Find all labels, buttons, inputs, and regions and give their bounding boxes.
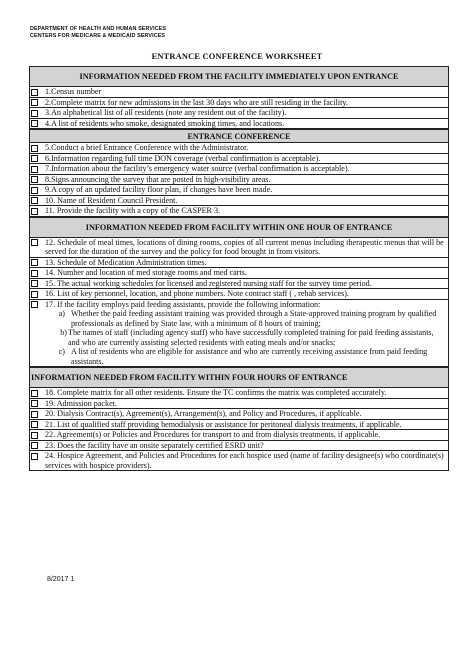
checkbox-icon[interactable] [30,279,45,289]
checkbox-icon[interactable] [30,258,45,268]
checklist-item-14: 14. Number and location of med storage rooms and med carts. [30,268,448,279]
checkbox-icon[interactable] [30,268,45,278]
checkbox-icon[interactable] [30,164,45,174]
checkbox-icon[interactable] [30,98,45,108]
item-17-content [45,300,448,367]
checkbox-icon[interactable] [30,175,45,185]
checkbox-icon[interactable] [30,430,45,440]
checklist-item-12: 12. Schedule of meal times, locations of dining rooms, copies of all current menus including therapeutic menus that will be served for the duration of the survey and the policy for food brought in from visitors. [30,238,448,258]
sub-label-b: b) [60,328,67,337]
checklist-item-22: 22. Agreement(s) or Policies and Procedures for transport to and from dialysis treatments, if applicable. [30,430,448,441]
item-17-sub-b [45,328,445,347]
checkbox-icon[interactable] [30,300,45,310]
checkbox-icon[interactable] [30,409,45,419]
item-17-sub-c [45,347,445,366]
checkbox-icon[interactable] [30,143,45,153]
checklist-item-7: 7.Information about the facility’s emergency water source (verbal confirmation is acceptable). [30,164,448,175]
checkbox-icon[interactable] [30,154,45,164]
item-17-sub-a [45,309,445,328]
checkbox-icon[interactable] [30,206,45,216]
checklist-item-6: 6.Information regarding full time DON coverage (verbal confirmation is acceptable). [30,154,448,165]
checklist-item-21: 21. List of qualified staff providing hemodialysis or assistance for peritoneal dialysis treatments, if applicable. [30,420,448,431]
checklist-item-16: 16. List of key personnel, location, and phone numbers. Note contract staff ( , rehab services). [30,289,448,300]
checklist-item-18: 18. Complete matrix for all other residents. Ensure the TC confirms the matrix was completed accurately. [30,388,448,399]
section-heading-conference: ENTRANCE CONFERENCE [30,129,448,143]
checklist-item-20: 20. Dialysis Contract(s), Agreement(s), Arrangement(s), and Policy and Procedures, if applicable. [30,409,448,420]
sub-text-a: Whether the paid feeding assistant training was provided through a State-approved training program by qualified professionals as defined by State law, with a minimum of 8 hours of training; [71,309,437,328]
checklist-item-17 [30,300,448,368]
checkbox-icon[interactable] [30,87,45,97]
page-footer: 8/2017 1 [47,576,75,583]
checkbox-icon[interactable] [30,289,45,299]
checkbox-icon[interactable] [30,388,45,398]
sub-text-b: The names of staff (including agency staff) who have successfully completed training for paid feeding assistants, and who are currently assisting selected residents with eating meals and/or snacks; [68,328,434,347]
checklist-item-8: 8.Signs announcing the survey that are posted in high-visibility areas. [30,175,448,186]
checkbox-icon[interactable] [30,451,45,461]
checklist-item-4: 4.A list of residents who smoke, designated smoking times, and locations. [30,119,448,130]
checklist-item-3: 3.An alphabetical list of all residents (note any resident out of the facility). [30,108,448,119]
sub-label-c: c) [58,347,65,356]
item-17-intro: 17. If the facility employs paid feeding assistants, provide the following information: [45,299,321,309]
checklist-item-13: 13. Schedule of Medication Administration times. [30,258,448,269]
agency-header [30,26,166,40]
checklist-item-10: 10. Name of Resident Council President. [30,196,448,207]
checkbox-icon[interactable] [30,238,45,248]
checkbox-icon[interactable] [30,119,45,129]
checkbox-icon[interactable] [30,196,45,206]
checkbox-icon[interactable] [30,108,45,118]
checkbox-icon[interactable] [30,441,45,451]
checklist-item-9: 9.A copy of an updated facility floor plan, if changes have been made. [30,185,448,196]
checkbox-icon[interactable] [30,399,45,409]
sub-text-c: A list of residents who are eligible for assistance and who are currently receiving assistance from paid feeding assistants. [71,347,428,366]
checklist-item-11: 11. Provide the facility with a copy of the CASPER 3. [30,206,448,217]
checkbox-icon[interactable] [30,420,45,430]
section-heading-immediately: INFORMATION NEEDED FROM THE FACILITY IMMEDIATELY UPON ENTRANCE [30,66,448,87]
checklist-item-5: 5.Conduct a brief Entrance Conference with the Administrator. [30,143,448,154]
section-heading-one-hour: INFORMATION NEEDED FROM FACILITY WITHIN ONE HOUR OF ENTRANCE [30,217,448,238]
checkbox-icon[interactable] [30,185,45,195]
worksheet-table [29,66,449,471]
checklist-item-2: 2.Complete matrix for new admissions in the last 30 days who are still residing in the facility. [30,98,448,109]
document-title: ENTRANCE CONFERENCE WORKSHEET [151,52,323,61]
agency-line-2: CENTERS FOR MEDICARE & MEDICAID SERVICES [30,33,166,39]
sub-label-a: a) [58,309,65,318]
checklist-item-15: 15. The actual working schedules for licensed and registered nursing staff for the survey time period. [30,279,448,290]
section-heading-four-hours: INFORMATION NEEDED FROM FACILITY WITHIN FOUR HOURS OF ENTRANCE [30,367,448,388]
checklist-item-23: 23. Does the facility have an onsite separately certified ESRD unit? [30,441,448,452]
checklist-item-24: 24. Hospice Agreement, and Policies and Procedures for each hospice used (name of facility designee(s) who coordinate(s) services with hospice providers). [30,451,448,470]
checklist-item-19: 19. Admission packet. [30,399,448,410]
checklist-item-1: 1.Census number [30,87,448,98]
agency-line-1: DEPARTMENT OF HEALTH AND HUMAN SERVICES [30,26,167,32]
